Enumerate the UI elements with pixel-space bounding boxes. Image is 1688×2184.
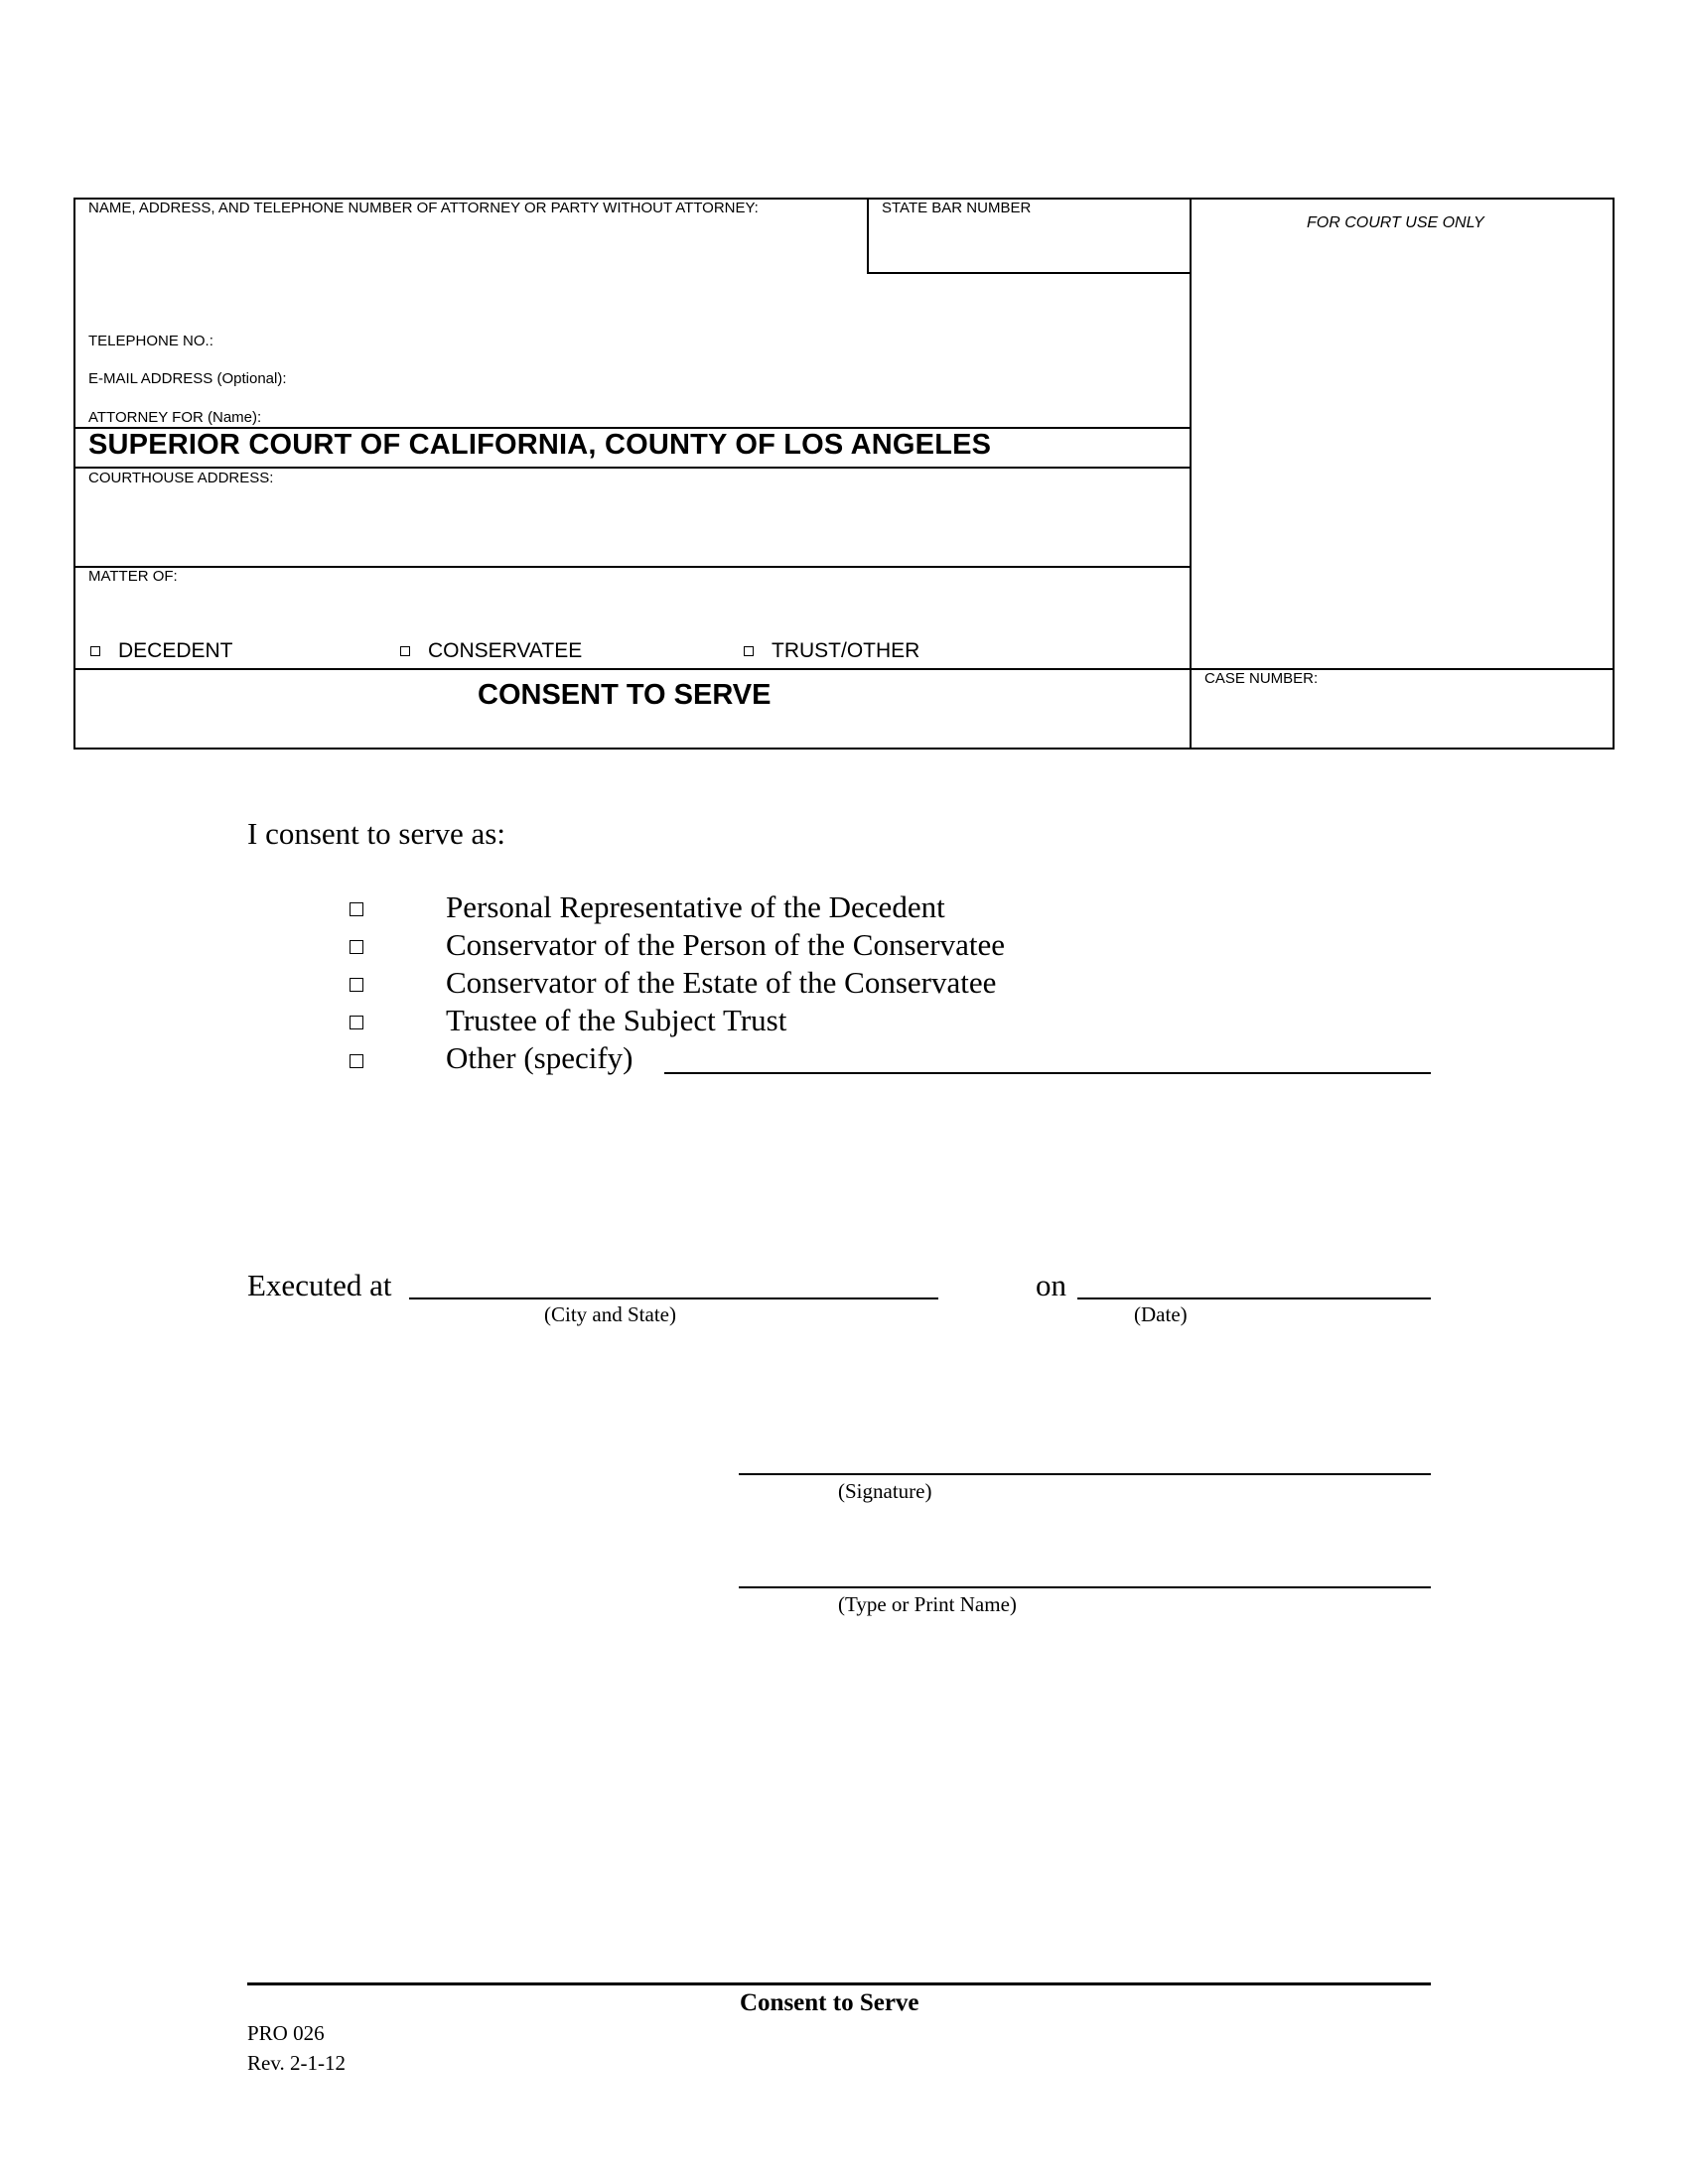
checkbox-other[interactable] [350, 1054, 363, 1068]
option-trustee: Trustee of the Subject Trust [446, 1003, 787, 1037]
matter-label: MATTER OF: [88, 568, 178, 585]
state-bar-bottom [867, 272, 1192, 274]
state-bar-label: STATE BAR NUMBER [882, 200, 1032, 216]
option-other: Other (specify) [446, 1040, 633, 1075]
signature-caption: (Signature) [838, 1479, 932, 1503]
checkbox-icon [90, 646, 100, 656]
attorney-for-label: ATTORNEY FOR (Name): [88, 409, 262, 426]
other-specify-line[interactable] [664, 1072, 1431, 1074]
court-name: SUPERIOR COURT OF CALIFORNIA, COUNTY OF LOS ANGELES [88, 429, 992, 461]
city-state-line[interactable] [409, 1297, 938, 1299]
state-bar-left [867, 198, 869, 273]
footer-title: Consent to Serve [740, 1989, 919, 2016]
print-name-caption: (Type or Print Name) [838, 1592, 1017, 1616]
on-label: on [1036, 1268, 1066, 1302]
court-name-bottom-rule [73, 467, 1192, 469]
matter-option-decedent[interactable] [90, 639, 233, 663]
email-label: E-MAIL ADDRESS (Optional): [88, 370, 287, 387]
court-use-label: FOR COURT USE ONLY [1307, 214, 1484, 231]
court-use-divider [1190, 198, 1192, 750]
footer-rule [247, 1982, 1431, 1985]
form-code: PRO 026 [247, 2021, 325, 2045]
checkbox-conservator-person[interactable] [350, 940, 363, 954]
courthouse-bottom-rule [73, 566, 1192, 568]
frame-left [73, 198, 75, 750]
option-conservator-person: Conservator of the Person of the Conservatee [446, 927, 1006, 962]
matter-option-label: DECEDENT [118, 639, 233, 662]
case-number-label: CASE NUMBER: [1204, 670, 1319, 687]
checkbox-icon [400, 646, 410, 656]
print-name-line[interactable] [739, 1586, 1431, 1588]
option-conservator-estate: Conservator of the Estate of the Conservatee [446, 965, 997, 1000]
matter-option-conservatee[interactable] [400, 639, 582, 663]
matter-option-label: CONSERVATEE [428, 639, 583, 662]
option-personal-representative: Personal Representative of the Decedent [446, 889, 945, 924]
matter-option-label: TRUST/OTHER [772, 639, 920, 662]
consent-intro: I consent to serve as: [247, 816, 505, 851]
date-line[interactable] [1077, 1297, 1431, 1299]
attorney-label: NAME, ADDRESS, AND TELEPHONE NUMBER OF ATTORNEY OR PARTY WITHOUT ATTORNEY: [88, 200, 759, 216]
courthouse-label: COURTHOUSE ADDRESS: [88, 470, 274, 486]
form-revision: Rev. 2-1-12 [247, 2051, 346, 2075]
telephone-label: TELEPHONE NO.: [88, 333, 213, 349]
matter-option-trust-other[interactable] [744, 639, 919, 663]
title-row-top-rule [73, 668, 1615, 670]
checkbox-conservator-estate[interactable] [350, 978, 363, 992]
date-caption: (Date) [1134, 1302, 1188, 1326]
signature-line[interactable] [739, 1473, 1431, 1475]
frame-right [1613, 198, 1615, 750]
city-state-caption: (City and State) [544, 1302, 676, 1326]
executed-at-label: Executed at [247, 1268, 392, 1302]
checkbox-icon [744, 646, 754, 656]
checkbox-trustee[interactable] [350, 1016, 363, 1029]
checkbox-personal-representative[interactable] [350, 902, 363, 916]
form-title: CONSENT TO SERVE [478, 679, 772, 711]
frame-bottom [73, 748, 1615, 750]
